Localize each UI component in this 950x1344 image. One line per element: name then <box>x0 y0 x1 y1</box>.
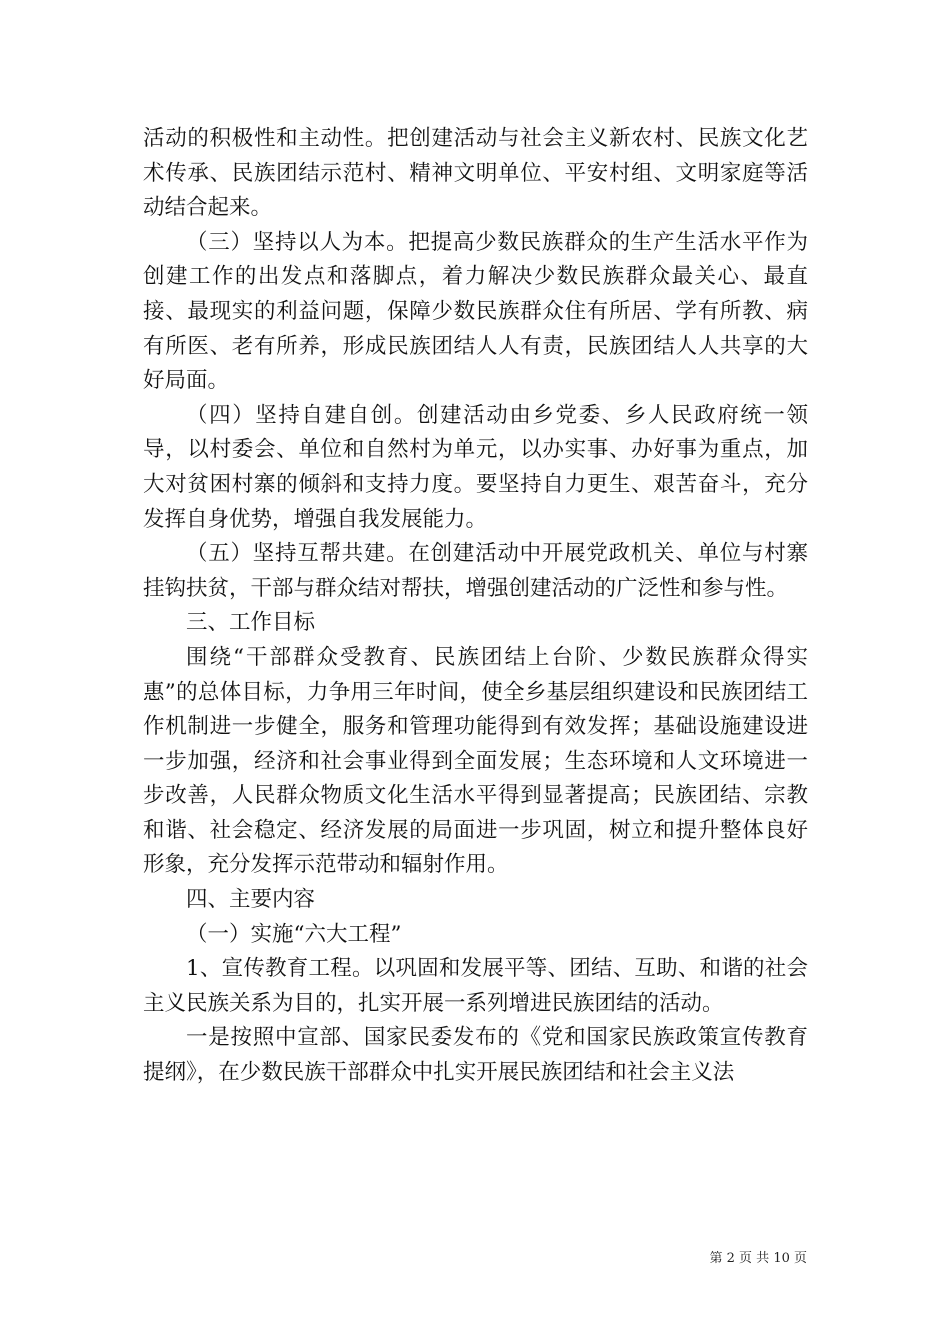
paragraph-2: （三）坚持以人为本。把提高少数民族群众的生产生活水平作为创建工作的出发点和落脚点，着力解决少数民族群众最关心、最直接、最现实的利益问题，保障少数民族群众住有所居、学有所教、病有所医、老有所养，形成民族团结人人有责，民族团结人人共享的大好局面。 <box>143 229 808 394</box>
subheading-six-projects: （一）实施“六大工程” <box>186 921 402 947</box>
paragraph-3: （四）坚持自建自创。创建活动由乡党委、乡人民政府统一领导，以村委会、单位和自然村为单元，以办实事、办好事为重点，加大对贫困村寨的倾斜和支持力度。要坚持自力更生、艰苦奋斗，充分发挥自身优势，增强自我发展能力。 <box>143 402 808 532</box>
page-number-footer: 第 2 页 共 10 页 <box>709 1251 807 1266</box>
paragraph-5: 围绕“干部群众受教育、民族团结上台阶、少数民族群众得实惠”的总体目标，力争用三年时间，使全乡基层组织建设和民族团结工作机制进一步健全，服务和管理功能得到有效发挥；基础设施建设进一步加强，经济和社会事业得到全面发展；生态环境和人文环境进一步改善，人民群众物质文化生活水平得到显著提高；民族团结、宗教和谐、社会稳定、经济发展的局面进一步巩固，树立和提升整体良好形象，充分发挥示范带动和辐射作用。 <box>143 644 808 878</box>
section-heading-main-content: 四、主要内容 <box>186 887 316 913</box>
paragraph-6: 1、宣传教育工程。以巩固和发展平等、团结、互助、和谐的社会主义民族关系为目的，扎实开展一系列增进民族团结的活动。 <box>143 956 808 1016</box>
paragraph-7: 一是按照中宣部、国家民委发布的《党和国家民族政策宣传教育提纲》，在少数民族干部群众中扎实开展民族团结和社会主义法 <box>143 1025 808 1086</box>
document-body <box>143 122 808 1091</box>
section-heading-work-goals: 三、工作目标 <box>186 610 316 636</box>
paragraph-1: 活动的积极性和主动性。把创建活动与社会主义新农村、民族文化艺术传承、民族团结示范村、精神文明单位、平安村组、文明家庭等活动结合起来。 <box>143 126 808 221</box>
paragraph-4: （五）坚持互帮共建。在创建活动中开展党政机关、单位与村寨挂钩扶贫，干部与群众结对帮扶，增强创建活动的广泛性和参与性。 <box>143 541 808 601</box>
